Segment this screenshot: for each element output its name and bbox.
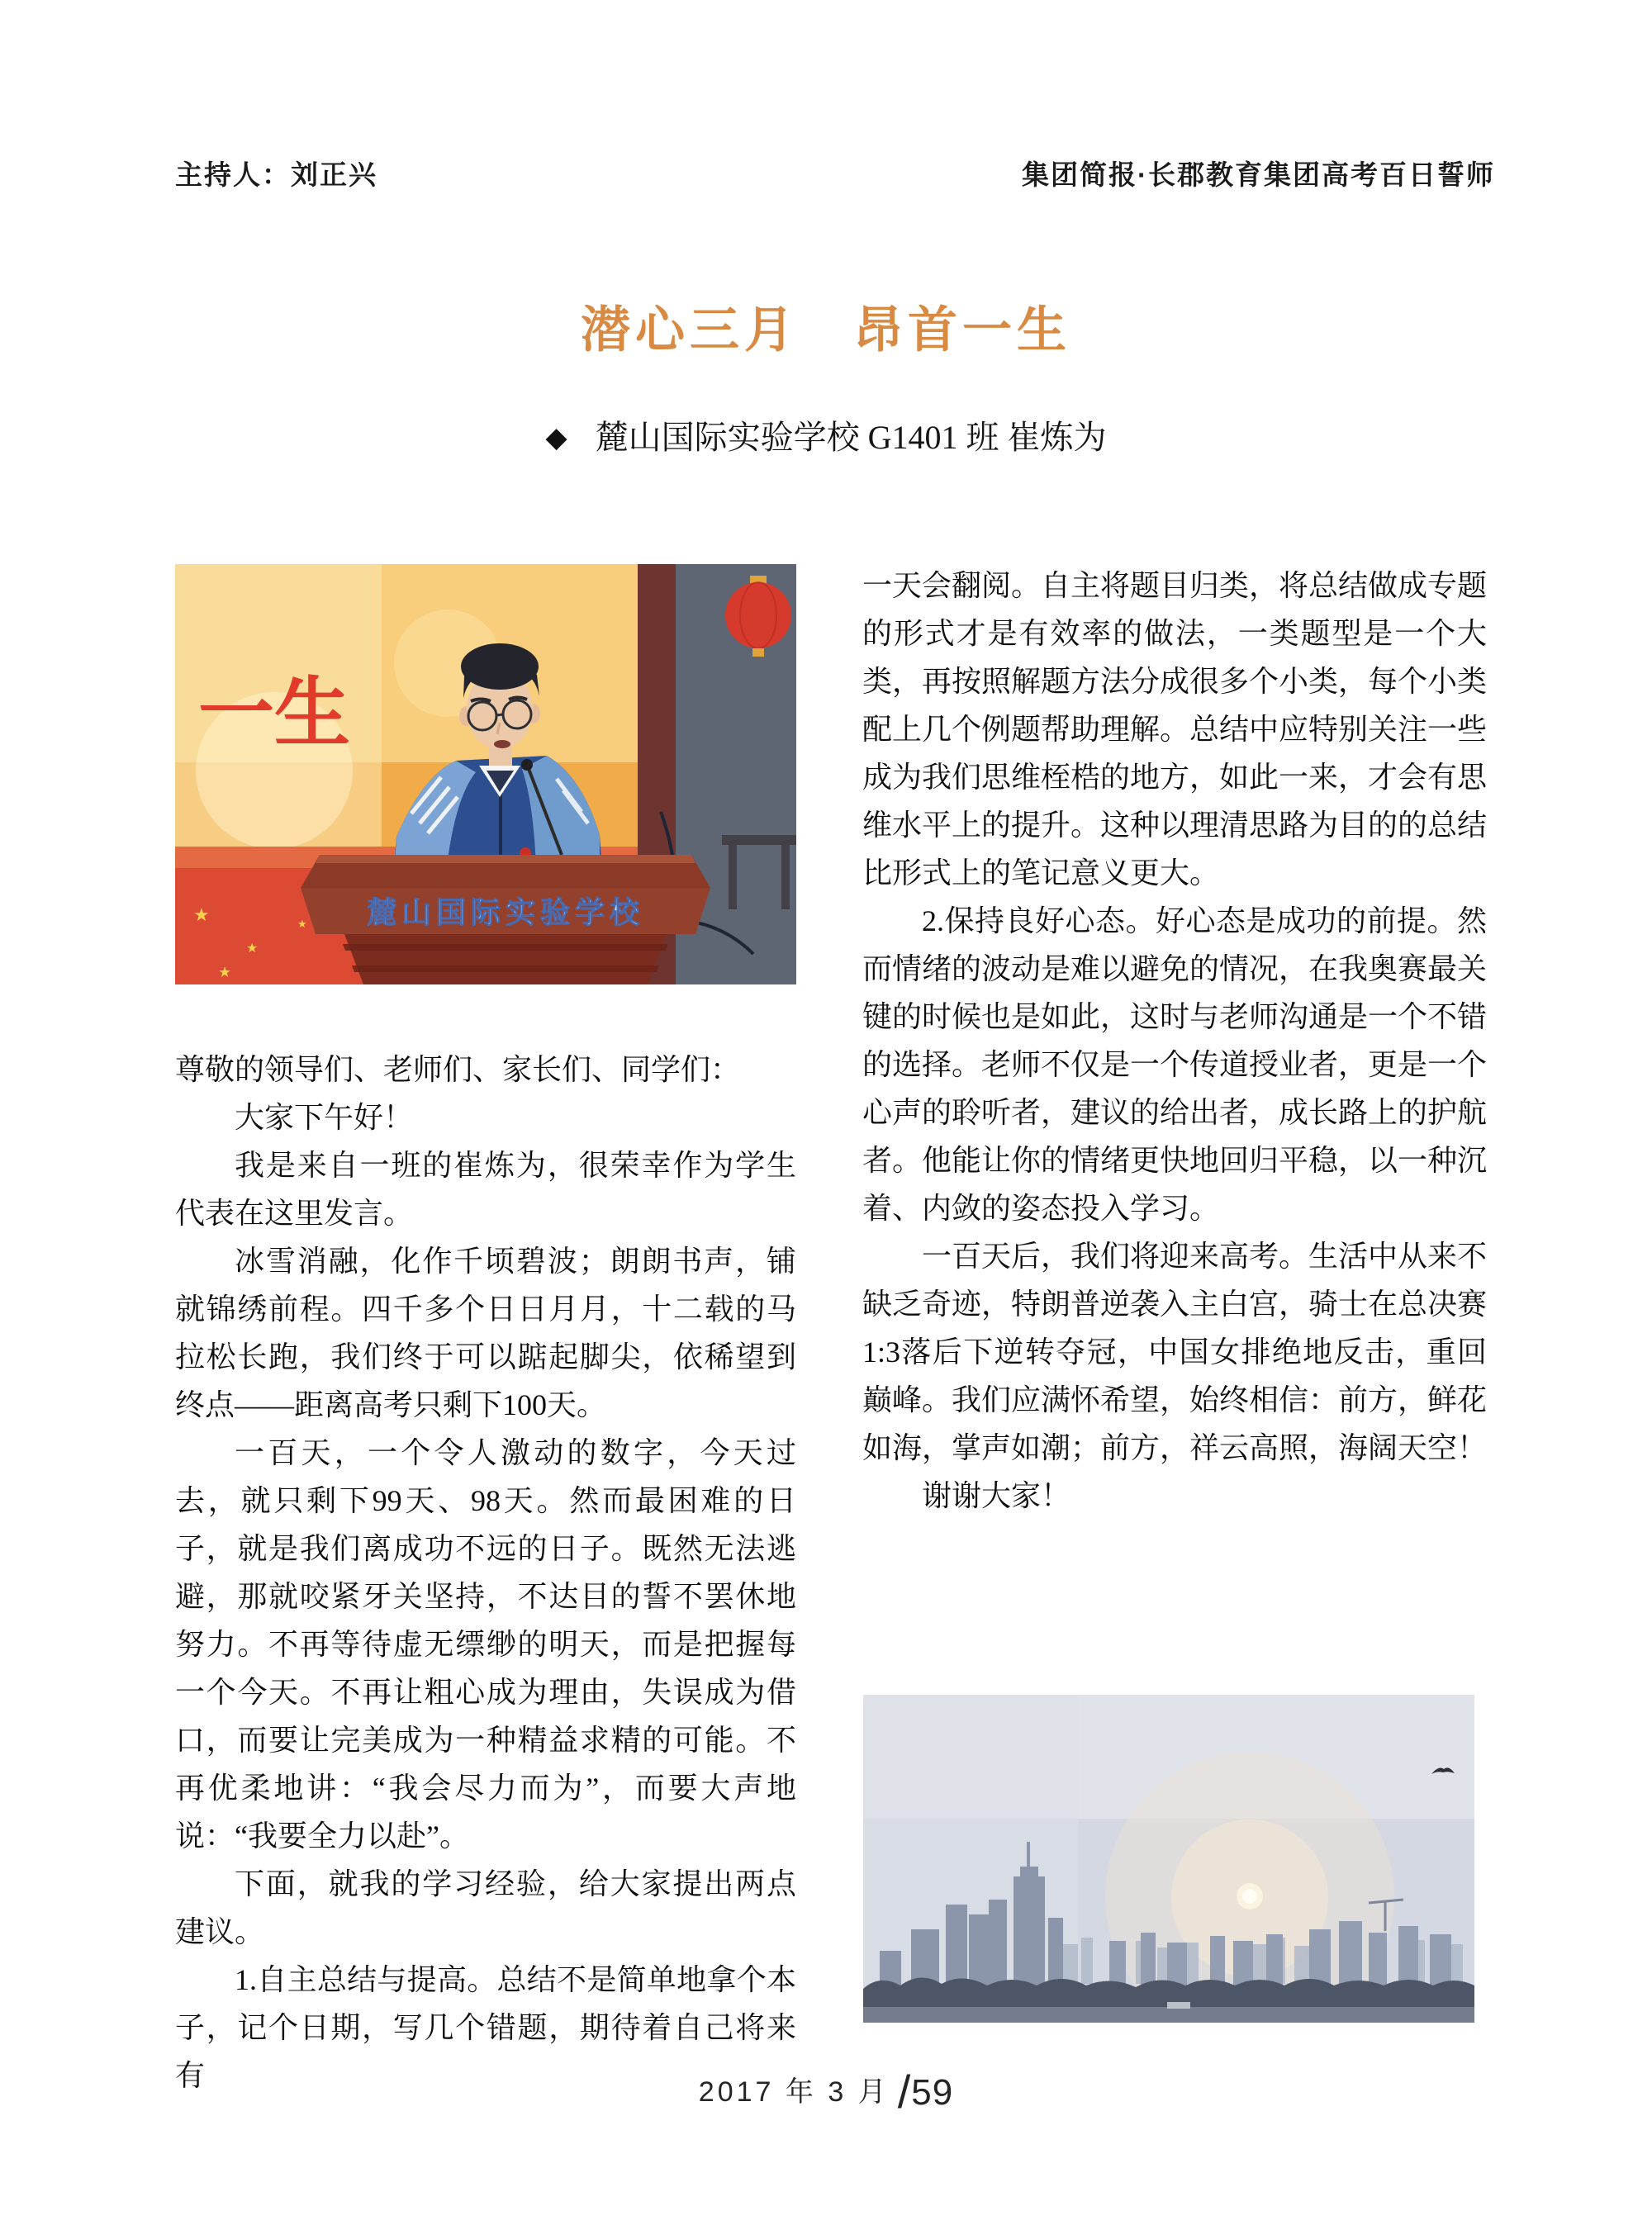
footer-date: 2017 年 3 月 bbox=[698, 2076, 890, 2108]
paragraph: 2.保持良好心态。好心态是成功的前提。然而情绪的波动是难以避免的情况，在我奥赛最关键的时候也是如此，这时与老师沟通是一个不错的选择。老师不仅是一个传道授业者，更是一个心声的聆听者，建议的给出者，成长路上的护航者。他能让你的情绪更快地回归平稳，以一种沉着、内敛的姿态投入学习。 bbox=[862, 904, 1488, 1225]
screen-slogan-text: 一生 bbox=[198, 671, 351, 756]
paragraph: 我是来自一班的崔炼为，很荣幸作为学生代表在这里发言。 bbox=[175, 1149, 796, 1230]
speaker-photo-illustration bbox=[175, 564, 796, 984]
paragraph: 1.自主总结与提高。总结不是简单地拿个本子，记个日期，写几个错题，期待着自己将来有 bbox=[175, 1963, 796, 2092]
header-host-label: 主持人：刘正兴 bbox=[175, 159, 377, 190]
footer-page-number: 59 bbox=[911, 2072, 954, 2113]
paragraph: 下面，就我的学习经验，给大家提出两点建议。 bbox=[175, 1867, 796, 1948]
page-footer bbox=[0, 2065, 1652, 2118]
paragraph: 大家下午好！ bbox=[235, 1101, 414, 1134]
boat bbox=[1167, 2002, 1190, 2009]
podium bbox=[301, 855, 710, 984]
paragraph: 谢谢大家！ bbox=[922, 1479, 1071, 1512]
paragraph: 一天会翻阅。自主将题目归类，将总结做成专题的形式才是有效率的做法，一类题型是一个大类，再按照解题方法分成很多个小类，每个小类配上几个例题帮助理解。总结中应特别关注一些成为我们思维桎梏的地方，如此一来，才会有思维水平上的提升。这种以理清思路为目的的总结比形式上的笔记意义更大。 bbox=[862, 569, 1488, 890]
city-skyline-photo bbox=[863, 1695, 1474, 2023]
paragraph: 一百天，一个令人激动的数字，今天过去，就只剩下99天、98天。然而最困难的日子，就是我们离成功不远的日子。既然无法逃避，那就咬紧牙关坚持，不达目的誓不罢休地努力。不再等待虚无缥缈的明天，而是把握每一个今天。不再让粗心成为理由，失误成为借口，而要让完美成为一种精益求精的可能。不再优柔地讲：“我会尽力而为”，而要大声地说：“我要全力以赴”。 bbox=[175, 1436, 796, 1853]
star-decoration-icon: ★ bbox=[297, 918, 307, 930]
podium-school-name: 麓山国际实验学校 bbox=[366, 896, 645, 929]
right-text-column bbox=[862, 562, 1487, 1520]
star-decoration-icon: ★ bbox=[218, 964, 232, 980]
paragraph: 一百天后，我们将迎来高考。生活中从来不缺乏奇迹，特朗普逆袭入主白宫，骑士在总决赛1:3落后下逆转夺冠，中国女排绝地反击，重回巅峰。我们应满怀希望，始终相信：前方，鲜花如海，掌声如潮；前方，祥云高照，海阔天空！ bbox=[862, 1240, 1488, 1464]
header-issue-label: 集团简报·长郡教育集团高考百日誓师 bbox=[1022, 159, 1495, 190]
speaker-photo bbox=[175, 564, 796, 984]
diamond-bullet-icon: ◆ bbox=[545, 423, 567, 453]
star-decoration-icon: ★ bbox=[246, 942, 259, 956]
skyline-photo-illustration bbox=[863, 1695, 1474, 2023]
article-title: 潜心三月 昂首一生 bbox=[581, 303, 1071, 358]
river-band bbox=[863, 2007, 1474, 2023]
star-decoration-icon: ★ bbox=[193, 904, 210, 925]
paragraph: 尊敬的领导们、老师们、家长们、同学们： bbox=[175, 1053, 741, 1086]
byline-text: 麓山国际实验学校 G1401 班 崔炼为 bbox=[595, 419, 1107, 456]
paragraph: 冰雪消融，化作千顷碧波；朗朗书声，铺就锦绣前程。四千多个日日月月，十二载的马拉松长跑，我们终于可以踮起脚尖，依稀望到终点——距离高考只剩下100天。 bbox=[175, 1245, 796, 1421]
mouth bbox=[494, 740, 510, 748]
article-byline bbox=[0, 418, 1652, 460]
footer-slash: / bbox=[897, 2066, 911, 2118]
left-text-column bbox=[175, 1046, 796, 2099]
